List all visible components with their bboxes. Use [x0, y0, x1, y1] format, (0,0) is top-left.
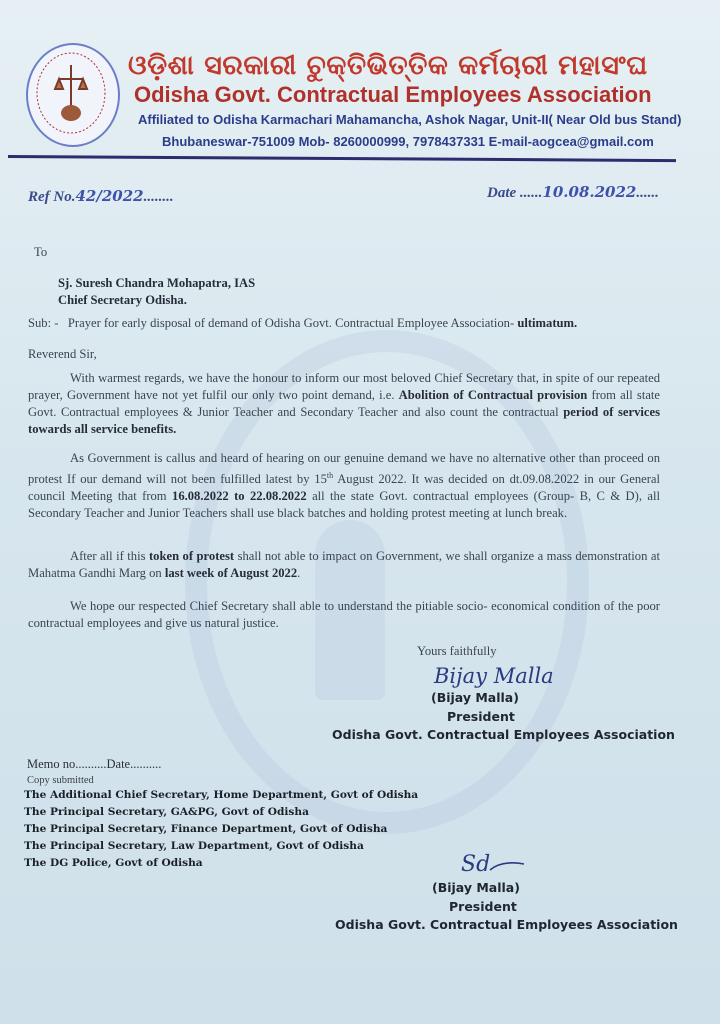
- p2-superscript: th: [326, 471, 334, 480]
- recipient-name: Sj. Suresh Chandra Mohapatra, IAS: [58, 276, 256, 290]
- copy-item: The Principal Secretary, Law Department, Govt of Odisha: [24, 840, 364, 852]
- letterhead-affiliation: Affiliated to Odisha Karmachari Mahamancha, Ashok Nagar, Unit-II( Near Old bus Stand): [138, 112, 682, 127]
- p3-period: .: [297, 566, 301, 580]
- date-label: Date: [487, 185, 517, 201]
- copy-item: The Principal Secretary, GA&PG, Govt of Odisha: [24, 806, 309, 818]
- p1-text-a: With warmest regards, we have the honour to inform our most beloved Chief Secretary that, in spite of our repeated prayer, Government have not yet fulfil our only two point demand, i.e.: [28, 371, 660, 402]
- sd-flourish-icon: [488, 856, 528, 876]
- ref-value: 42/2022: [75, 187, 144, 205]
- paragraph-2: [28, 450, 660, 522]
- p2-text-a: As Government is callus and heard of hearing on our genuine demand we have no alternative other than proceed on protest If our demand will not been fulfilled latest by 15: [28, 451, 660, 487]
- sd-signature: Sd: [461, 852, 491, 877]
- subject-line: [28, 315, 577, 332]
- ref-dots: ........: [143, 189, 174, 205]
- copy-item: The Principal Secretary, Finance Department, Govt of Odisha: [24, 823, 388, 835]
- p1-bold-b: period of services towards all service benefits.: [28, 405, 660, 436]
- to-label: To: [34, 245, 48, 259]
- paragraph-3: [28, 548, 660, 582]
- letter-date: [487, 183, 659, 202]
- p2-text-b: August 2022. It was decided on dt.09.08.2022 in our General council Meeting that from: [28, 472, 660, 504]
- copy-item: The Additional Chief Secretary, Home Department, Govt of Odisha: [24, 789, 419, 801]
- memo-signatory-org: Odisha Govt. Contractual Employees Association: [335, 917, 678, 932]
- copy-item: The DG Police, Govt of Odisha: [24, 857, 203, 869]
- letterhead-odia-title: ଓଡ଼ିଶା ସରକାରୀ ଚୁକ୍ତିଭିତ୍ତିକ କର୍ମଚାରୀ ମହାସଂଘ: [128, 50, 648, 81]
- subject-text: Prayer for early disposal of demand of Odisha Govt. Contractual Employee Association-: [67, 316, 515, 330]
- letterhead-divider: [8, 155, 676, 162]
- memo-signatory-name: (Bijay Malla): [432, 880, 520, 895]
- date-dots-after: ......: [636, 185, 659, 201]
- recipient-designation: Chief Secretary Odisha.: [58, 293, 187, 307]
- p3-bold-b: last week of August 2022: [164, 566, 298, 580]
- copy-submitted-label: Copy submitted: [27, 775, 94, 786]
- date-dots-before: ......: [519, 185, 543, 201]
- p2-bold-dates: 16.08.2022 to 22.08.2022: [172, 489, 307, 504]
- p2-text-c: all the state Govt. contractual employees (Group- B, C & D), all Secondary Teacher and Junior Teachers shall use black batches and holding protest meeting at lunch break.: [28, 489, 660, 521]
- subject-emphasis: ultimatum.: [517, 316, 578, 330]
- p3-text-b: shall not able to impact on Government, we shall organize a mass demonstration at Mahatma Gandhi Marg on: [28, 549, 660, 580]
- seal-emblem-icon: [26, 43, 116, 143]
- letterhead-address: Bhubaneswar-751009 Mob- 8260000999, 7978437331 E-mail-aogcea@gmail.com: [162, 134, 654, 149]
- paragraph-4: We hope our respected Chief Secretary shall able to understand the pitiable socio- economical condition of the poor contractual employees and give us natural justice.: [28, 599, 660, 630]
- p1-text-b: from all state Govt. Contractual employees & Junior Teacher and Secondary Teacher and also count the contractual: [28, 388, 660, 419]
- association-seal-icon: [26, 43, 120, 147]
- signatory-title: President: [447, 709, 515, 724]
- letterhead-english-title: Odisha Govt. Contractual Employees Association: [134, 82, 652, 107]
- handwritten-signature: Bijay Malla: [434, 664, 554, 688]
- signatory-name: (Bijay Malla): [431, 690, 519, 705]
- memo-signatory-title: President: [449, 899, 517, 914]
- ref-label: Ref No.: [28, 189, 76, 205]
- signatory-org: Odisha Govt. Contractual Employees Association: [332, 727, 675, 742]
- subject-label: Sub: -: [28, 316, 59, 330]
- salutation: Reverend Sir,: [28, 347, 97, 361]
- yours-faithfully: Yours faithfully: [417, 644, 497, 658]
- copy-list: [24, 789, 418, 874]
- date-value: 10.08.2022: [542, 183, 637, 201]
- memo-line: Memo no..........Date..........: [27, 757, 162, 771]
- ref-number: [28, 187, 174, 206]
- paragraph-1: [28, 370, 660, 438]
- p1-bold-a: Abolition of Contractual provision: [398, 388, 588, 402]
- p3-bold-a: token of protest: [148, 549, 235, 563]
- p3-text-a: After all if this: [70, 549, 146, 563]
